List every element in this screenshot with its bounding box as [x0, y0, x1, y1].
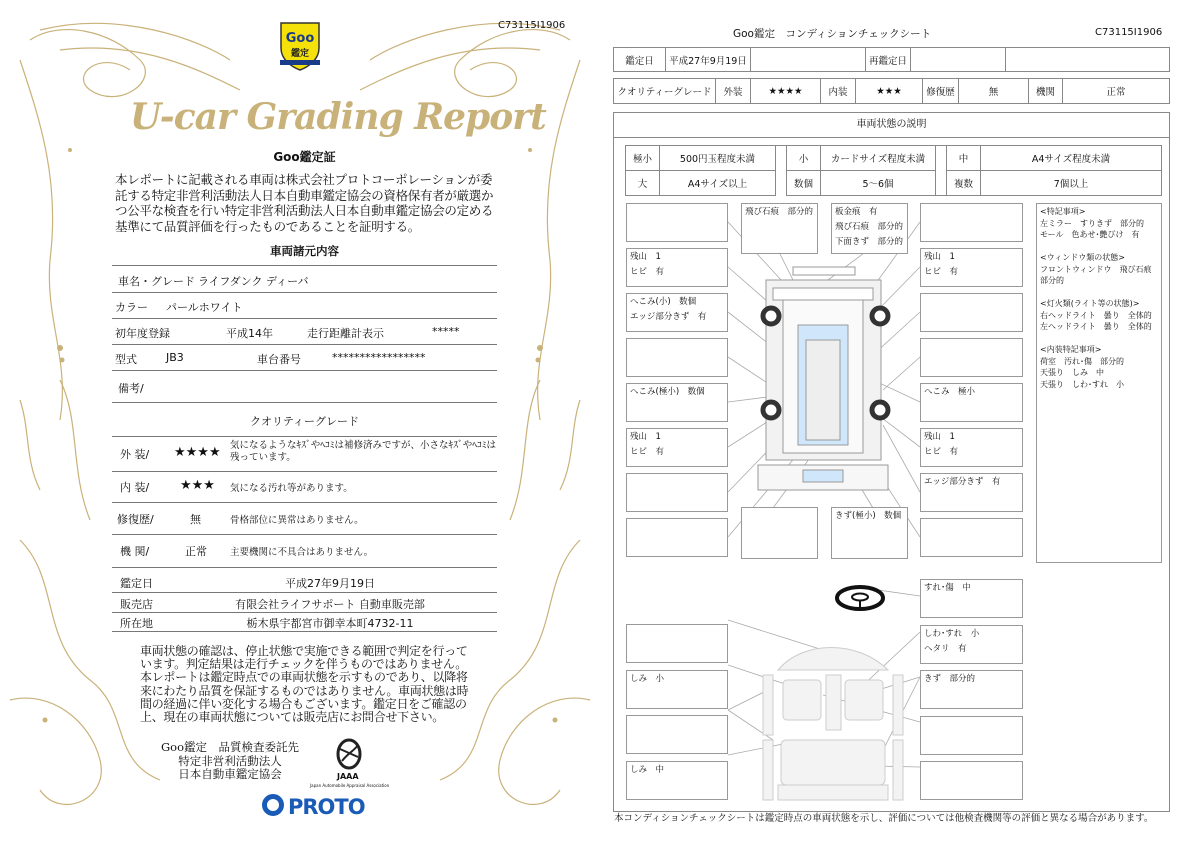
- goo-kantei-logo: [278, 20, 322, 72]
- car-name-value: ライフダンク ディーバ: [198, 275, 309, 288]
- dealer-value: 有限会社ライフサポート 自動車販売部: [235, 598, 425, 611]
- repair-value: 無: [959, 79, 1029, 104]
- exterior-left-box: [626, 518, 728, 557]
- date-label: 鑑定日: [614, 48, 666, 72]
- legend-key: 複数: [947, 171, 981, 196]
- chassis-value: *****************: [332, 351, 426, 364]
- exterior-right-box: [920, 293, 1023, 332]
- reinspection-label: 再鑑定日: [866, 48, 911, 72]
- proto-logo: PROTO: [288, 795, 365, 819]
- model-label: 型式: [115, 353, 137, 366]
- interior-value: ★★★: [856, 79, 923, 104]
- exterior-value: ★★★★: [751, 79, 821, 104]
- inspector-line: 特定非営利活動法人: [178, 753, 282, 768]
- exterior-top-box: 板金痕 有 飛び石痕 部分的 下面きず 部分的: [831, 203, 908, 254]
- engine-label: 機 関/: [120, 545, 150, 558]
- engine-value: 正常: [185, 545, 207, 558]
- jaaa-text: JAAA: [337, 772, 359, 781]
- steering-wheel-icon: [837, 587, 883, 609]
- exterior-right-box: [920, 203, 1023, 242]
- interior-right-box: きず 部分的: [920, 670, 1023, 709]
- inspector-line: 日本自動車鑑定協会: [178, 767, 282, 781]
- jaaa-subtitle: Japan Automobile Appraisal Association: [310, 783, 390, 788]
- reinspection-value: [911, 48, 1006, 72]
- odometer-value: *****: [432, 325, 460, 338]
- first-registration-label: 初年度登録: [115, 327, 170, 340]
- quality-label: クオリティーグレード: [614, 79, 716, 104]
- disclaimer-paragraph: 車両状態の確認は、停止状態で実施できる範囲で判定を行っています。判定結果は走行チェックを伴うものではありません。 本レポートは鑑定時点での車両状態を示すものであり、以降将来にわたり品質を保証するものではありません。車両状態は時間の経過に伴い変化する場合もございます。鑑定日をご確認の上、現在の車両状態については販売店にお問合せ下さい。: [140, 644, 469, 725]
- legend-value: A4サイズ程度未満: [981, 146, 1162, 171]
- jaaa-emblem: [334, 737, 364, 771]
- intro-paragraph: 本レポートに記載される車両は株式会社プロトコーポレーションが委託する特定非営利活動法人日本自動車鑑定協会の資格保有者が厳選かつ公平な検査を行い特定非営利活動法人日本自動車鑑定協会の定める基準にて品質評価を行ったものであることを証明する。: [115, 172, 494, 234]
- exterior-stars: ★★★★: [174, 445, 221, 460]
- first-registration-value: 平成14年: [226, 327, 273, 340]
- interior-left-box: [626, 715, 728, 754]
- interior-right-box: すれ･傷 中: [920, 579, 1023, 618]
- engine-desc: 主要機関に不具合はありません。: [230, 547, 374, 558]
- exterior-desc: 気になるようなｷｽﾞやﾍｺﾐは補修済みですが、小さなｷｽﾞやﾍｺﾐは残っています。: [230, 440, 497, 463]
- interior-left-box: [626, 624, 728, 663]
- exterior-left-box: 残山 1 ヒビ 有: [626, 428, 728, 467]
- certificate-title: Goo鑑定証: [273, 150, 336, 164]
- exterior-right-box: へこみ 極小: [920, 383, 1023, 422]
- chassis-label: 車台番号: [257, 353, 301, 366]
- exterior-bottom-box: きず(極小) 数個: [831, 507, 908, 559]
- legend-key: 中: [947, 146, 981, 171]
- interior-desc: 気になる汚れ等があります。: [230, 483, 353, 494]
- quality-grade-title: クオリティーグレード: [250, 415, 359, 428]
- exterior-left-box: [626, 203, 728, 242]
- color-label: カラー: [115, 301, 148, 314]
- report-code: C73115I1906: [498, 20, 566, 31]
- special-notes: <特記事項> 左ミラー すりきず 部分的 モール 色あせ･艶びけ 有 <ウィンドウ類の状態> フロントウィンドウ 飛び石痕 部分的 <灯火類(ライト等の状態)> 右ヘッドライト 曇り 全体的 左ヘッドライト 曇り 全体的 <内装特記事項> 荷室 汚れ･傷 部分的 天張り しみ 中 天張り しわ･すれ 小: [1036, 203, 1162, 563]
- sheet-title: Goo鑑定 コンディションチェックシート: [733, 28, 932, 40]
- exterior-left-box: へこみ(小) 数個 エッジ部分きず 有: [626, 293, 728, 332]
- quality-grade-row: [613, 78, 1170, 104]
- engine-value: 正常: [1063, 79, 1170, 104]
- exterior-left-box: [626, 473, 728, 512]
- legend-key: 極小: [626, 146, 660, 171]
- legend-key: 数個: [787, 171, 821, 196]
- inspector-block: [160, 741, 300, 782]
- legend-value: 7個以上: [981, 171, 1162, 196]
- svg-text:Goo: Goo: [285, 31, 315, 46]
- report-title: U-car Grading Report: [130, 96, 546, 138]
- legend-value: 500円玉程度未満: [660, 146, 776, 171]
- interior-left-box: しみ 小: [626, 670, 728, 709]
- proto-logo-icon: [262, 794, 284, 816]
- inspection-date-value: 平成27年9月19日: [285, 577, 375, 590]
- interior-right-box: [920, 761, 1023, 800]
- legend-key: 小: [787, 146, 821, 171]
- sheet-code: C73115I1906: [1095, 27, 1163, 38]
- interior-right-box: しわ･すれ 小 ヘタリ 有: [920, 625, 1023, 664]
- legend-value: A4サイズ以上: [660, 171, 776, 196]
- exterior-bottom-box: [741, 507, 818, 559]
- exterior-label: 外 装/: [120, 448, 150, 461]
- engine-label: 機関: [1029, 79, 1063, 104]
- address-value: 栃木県宇都宮市御幸本町4732-11: [246, 617, 414, 630]
- legend-value: 5～6個: [821, 171, 936, 196]
- exterior-right-box: 残山 1 ヒビ 有: [920, 428, 1023, 467]
- spec-title: 車両諸元内容: [270, 244, 339, 258]
- section-title: 車両状態の説明: [613, 112, 1170, 138]
- interior-label: 内 装/: [120, 481, 150, 494]
- exterior-label: 外装: [716, 79, 751, 104]
- interior-label: 内装: [821, 79, 856, 104]
- exterior-left-box: 残山 1 ヒビ 有: [626, 248, 728, 287]
- address-label: 所在地: [120, 617, 153, 630]
- exterior-top-box: 飛び石痕 部分的: [741, 203, 818, 254]
- repair-history-value: 無: [190, 513, 201, 526]
- inspector-line: Goo鑑定 品質検査委託先: [160, 740, 300, 754]
- repair-history-desc: 骨格部位に異常はありません。: [230, 515, 364, 526]
- remarks-label: 備考/: [118, 382, 144, 395]
- exterior-right-box: エッジ部分きず 有: [920, 473, 1023, 512]
- size-legend-table: [625, 145, 1162, 196]
- car-top-view: [758, 267, 888, 490]
- exterior-right-box: 残山 1 ヒビ 有: [920, 248, 1023, 287]
- repair-label: 修復歴: [923, 79, 959, 104]
- car-name-label: 車名・グレード: [118, 275, 195, 288]
- exterior-left-box: [626, 338, 728, 377]
- exterior-left-box: へこみ(極小) 数個: [626, 383, 728, 422]
- interior-left-box: しみ 中: [626, 761, 728, 800]
- inspection-date-label: 鑑定日: [120, 577, 153, 590]
- footer-note: 本コンディションチェックシートは鑑定時点の車両状態を示し、評価については他検査機関等の評価と異なる場合があります。: [614, 813, 1154, 824]
- dealer-label: 販売店: [120, 598, 153, 611]
- exterior-right-box: [920, 518, 1023, 557]
- date-value: 平成27年9月19日: [666, 48, 751, 72]
- interior-right-box: [920, 716, 1023, 755]
- legend-value: カードサイズ程度未満: [821, 146, 936, 171]
- svg-text:鑑定: 鑑定: [290, 49, 310, 59]
- interior-stars: ★★★: [180, 478, 215, 493]
- legend-key: 大: [626, 171, 660, 196]
- exterior-right-box: [920, 338, 1023, 377]
- odometer-label: 走行距離計表示: [307, 327, 384, 340]
- inspection-date-row: [613, 47, 1170, 72]
- repair-history-label: 修復歴/: [117, 513, 154, 526]
- color-value: パールホワイト: [166, 301, 243, 314]
- car-interior-view: [763, 648, 903, 801]
- model-value: JB3: [166, 351, 184, 364]
